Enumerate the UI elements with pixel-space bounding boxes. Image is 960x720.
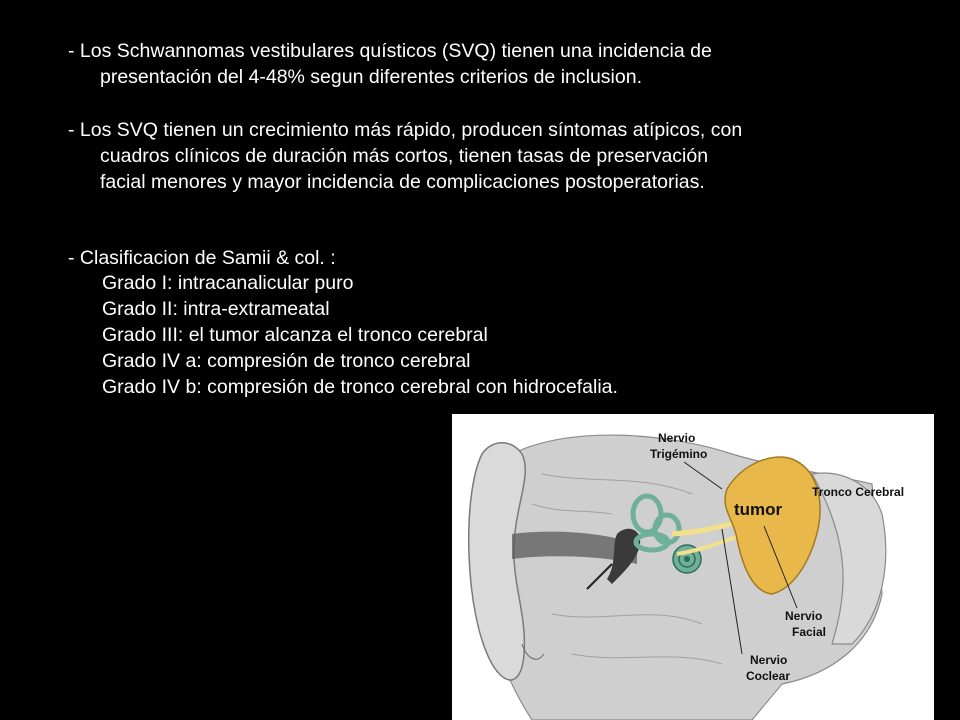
- paragraph-1-line-1: - Los Schwannomas vestibulares quísticos (SVQ) tienen una incidencia de: [68, 40, 712, 62]
- grade-1: Grado I: intracanalicular puro: [102, 272, 354, 294]
- label-facial-1: Nervio: [785, 609, 823, 623]
- label-tumor: tumor: [734, 500, 783, 519]
- grade-4b: Grado IV b: compresión de tronco cerebral con hidrocefalia.: [102, 376, 618, 398]
- classification-heading: - Clasificacion de Samii & col. :: [68, 247, 336, 269]
- grade-3: Grado III: el tumor alcanza el tronco cerebral: [102, 324, 488, 346]
- label-coclear-1: Nervio: [750, 653, 788, 667]
- label-trigemino-2: Trigémino: [650, 447, 708, 461]
- paragraph-1-line-2: presentación del 4-48% segun diferentes criterios de inclusion.: [100, 66, 642, 88]
- grade-4a: Grado IV a: compresión de tronco cerebral: [102, 350, 471, 372]
- ear-anatomy-figure: [452, 414, 934, 720]
- label-coclear-2: Coclear: [746, 669, 791, 683]
- label-trigemino-1: Nervio: [658, 431, 696, 445]
- paragraph-2-line-3: facial menores y mayor incidencia de complicaciones postoperatorias.: [100, 171, 705, 193]
- paragraph-2-line-1: - Los SVQ tienen un crecimiento más rápido, producen síntomas atípicos, con: [68, 119, 743, 141]
- label-facial-2: Facial: [792, 625, 827, 639]
- ear-anatomy-illustration: [452, 414, 934, 720]
- paragraph-2-line-2: cuadros clínicos de duración más cortos, tienen tasas de preservación: [100, 145, 709, 167]
- label-tronco-cerebral: Tronco Cerebral: [812, 485, 905, 499]
- grade-2: Grado II: intra-extrameatal: [102, 298, 330, 320]
